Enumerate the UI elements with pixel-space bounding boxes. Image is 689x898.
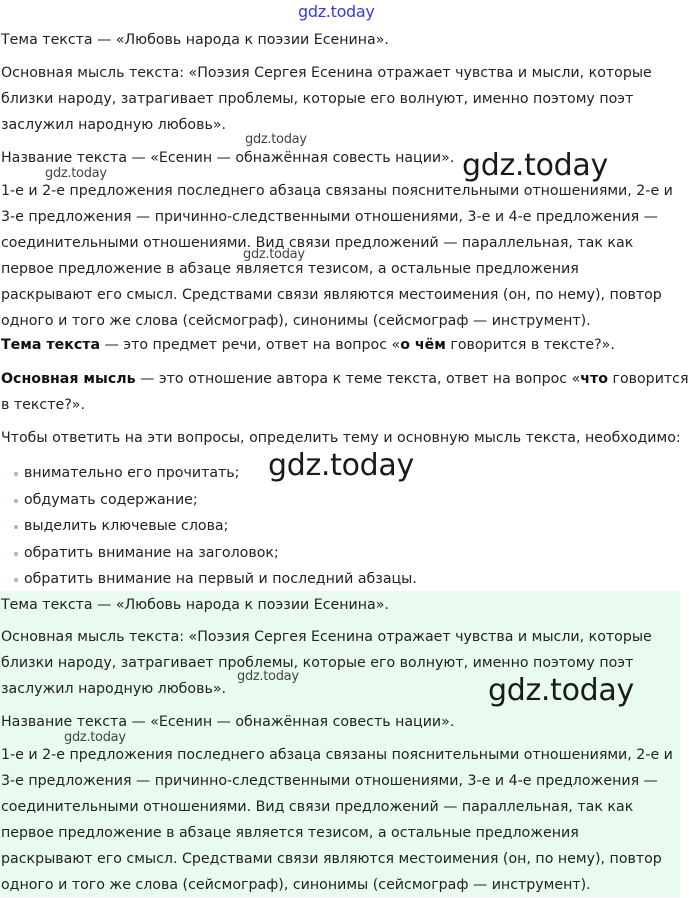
- watermark: gdz.today: [268, 448, 414, 483]
- topic-def-text-end: говорится в тексте?».: [445, 337, 615, 353]
- analysis-line: 1-е и 2-е предложения последнего абзаца связаны пояснительными отношениями, 2-е и: [1, 183, 673, 199]
- idea-def-line2: в тексте?».: [1, 397, 85, 413]
- topic-def-text: — это предмет речи, ответ на вопрос «: [100, 337, 401, 353]
- main-idea-line: близки народу, затрагивает проблемы, которые его волнуют, именно поэтому поэт: [1, 655, 634, 671]
- analysis-line: первое предложение в абзаце является тезисом, а остальные предложения: [1, 825, 579, 841]
- analysis-line: 3-е предложения — причинно-следственными отношениями, 3-е и 4-е предложения —: [1, 209, 658, 225]
- topic-line: [1, 27, 679, 53]
- main-idea-line: близки народу, затрагивает проблемы, которые его волнуют, именно поэтому поэт: [1, 91, 634, 107]
- list-item: обдумать содержание;: [0, 487, 417, 514]
- watermark: gdz.today: [45, 166, 107, 181]
- title-text: Название текста — «Есенин — обнажённая совесть нации».: [1, 150, 455, 166]
- main-idea-paragraph: [1, 60, 679, 138]
- analysis-line: соединительными отношениями. Вид связи предложений — параллельная, так как: [1, 235, 634, 251]
- watermark: gdz.today: [64, 730, 126, 745]
- analysis-paragraph: [1, 742, 679, 898]
- watermark: gdz.today: [237, 669, 299, 684]
- topic-definition: [1, 332, 679, 358]
- watermark: gdz.today: [462, 148, 608, 183]
- topic-question: о чём: [400, 337, 446, 353]
- topic-text: Тема текста — «Любовь народа к поэзии Есенина».: [1, 597, 389, 613]
- idea-question: что: [580, 371, 608, 387]
- watermark: gdz.today: [298, 2, 375, 21]
- watermark: gdz.today: [488, 673, 634, 708]
- idea-term: Основная мысль: [1, 371, 136, 387]
- topic-term: Тема текста: [1, 337, 101, 353]
- list-item: обратить внимание на первый и последний абзацы.: [0, 566, 417, 593]
- list-item: обратить внимание на заголовок;: [0, 540, 417, 567]
- idea-def-text: — это отношение автора к теме текста, ответ на вопрос «: [135, 371, 581, 387]
- main-idea-line: Основная мысль текста: «Поэзия Сергея Есенина отражает чувства и мысли, которые: [1, 629, 652, 645]
- watermark: gdz.today: [245, 132, 307, 147]
- main-idea-line: Основная мысль текста: «Поэзия Сергея Есенина отражает чувства и мысли, которые: [1, 65, 652, 81]
- idea-definition: [1, 366, 689, 418]
- analysis-line: раскрывают его смысл. Средствами связи являются местоимения (он, по нему), повтор: [1, 287, 662, 303]
- topic-text: Тема текста — «Любовь народа к поэзии Есенина».: [1, 32, 389, 48]
- main-idea-line: заслужил народную любовь».: [1, 117, 227, 133]
- list-item: внимательно его прочитать;: [0, 460, 417, 487]
- title-text: Название текста — «Есенин — обнажённая совесть нации».: [1, 714, 455, 730]
- idea-def-text-end: говорится: [608, 371, 689, 387]
- topic-line: [1, 592, 679, 618]
- steps-intro-text: Чтобы ответить на эти вопросы, определить тему и основную мысль текста, необходимо:: [1, 430, 681, 446]
- analysis-line: соединительными отношениями. Вид связи предложений — параллельная, так как: [1, 799, 634, 815]
- analysis-line: первое предложение в абзаце является тезисом, а остальные предложения: [1, 261, 579, 277]
- analysis-line: одного и того же слова (сейсмограф), синонимы (сейсмограф — инструмент).: [1, 313, 591, 329]
- main-idea-line: заслужил народную любовь».: [1, 681, 227, 697]
- analysis-line: 3-е предложения — причинно-следственными отношениями, 3-е и 4-е предложения —: [1, 773, 658, 789]
- analysis-line: одного и того же слова (сейсмограф), синонимы (сейсмограф — инструмент).: [1, 877, 591, 893]
- analysis-line: 1-е и 2-е предложения последнего абзаца связаны пояснительными отношениями, 2-е и: [1, 747, 673, 763]
- analysis-paragraph: [1, 178, 679, 334]
- list-item: выделить ключевые слова;: [0, 513, 417, 540]
- watermark: gdz.today: [243, 247, 305, 262]
- analysis-line: раскрывают его смысл. Средствами связи являются местоимения (он, по нему), повтор: [1, 851, 662, 867]
